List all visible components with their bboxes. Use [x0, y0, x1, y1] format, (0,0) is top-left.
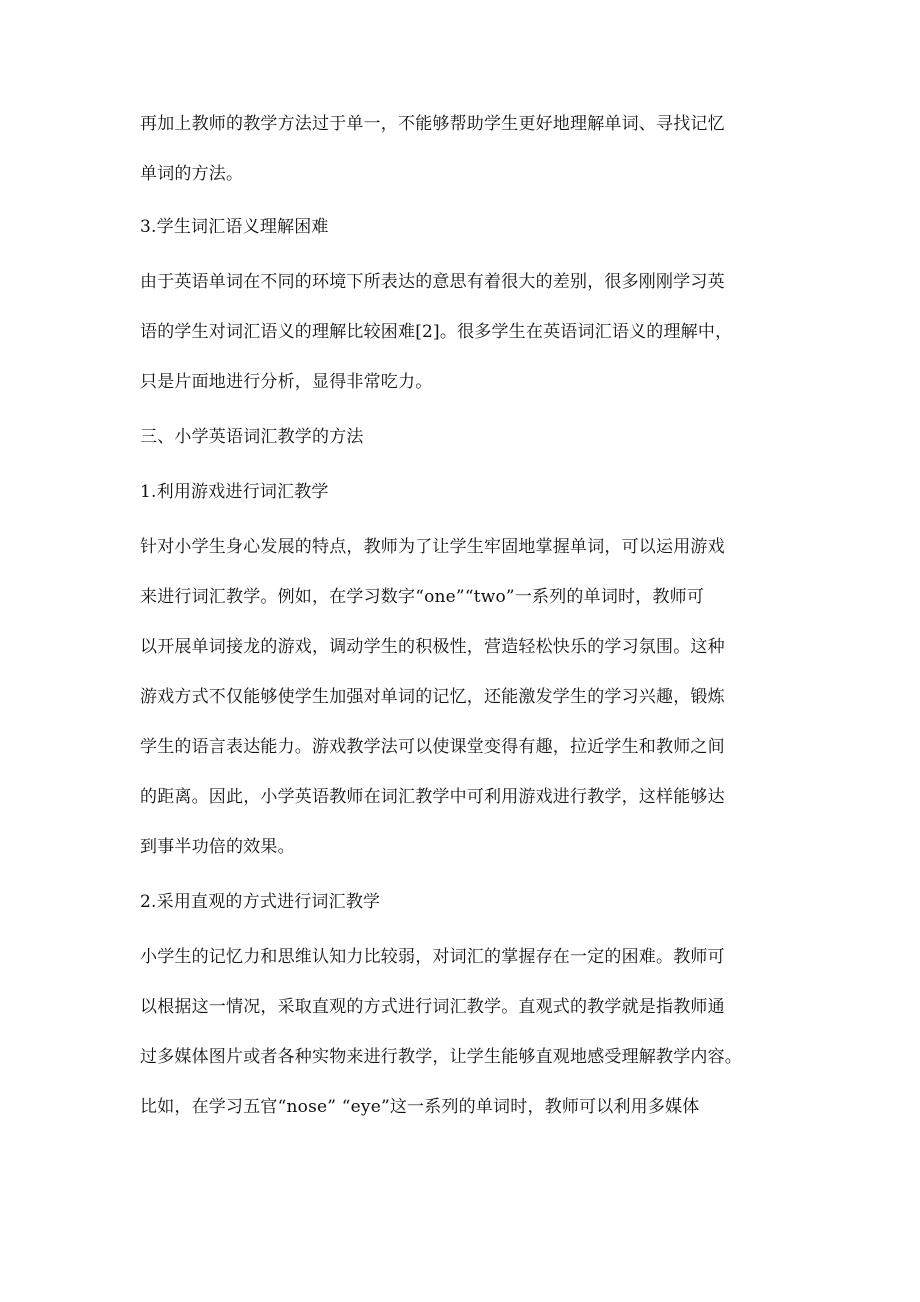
section-heading: 1.利用游戏进行词汇教学 [140, 482, 329, 502]
paragraph-line: 针对小学生身心发展的特点，教师为了让学生牢固地掌握单词，可以运用游戏 [140, 537, 725, 557]
paragraph-line: 过多媒体图片或者各种实物来进行教学，让学生能够直观地感受理解教学内容。 [140, 1047, 742, 1067]
paragraph-line: 学生的语言表达能力。游戏教学法可以使课堂变得有趣，拉近学生和教师之间 [140, 737, 725, 757]
paragraph-line: 由于英语单词在不同的环境下所表达的意思有着很大的差别，很多刚刚学习英 [140, 272, 725, 292]
paragraph-line: 以开展单词接龙的游戏，调动学生的积极性，营造轻松快乐的学习氛围。这种 [140, 637, 725, 657]
section-heading: 3.学生词汇语义理解困难 [140, 217, 329, 237]
paragraph-line: 小学生的记忆力和思维认知力比较弱，对词汇的掌握存在一定的困难。教师可 [140, 947, 725, 967]
paragraph-line: 只是片面地进行分析，显得非常吃力。 [140, 372, 433, 392]
paragraph-line: 以根据这一情况，采取直观的方式进行词汇教学。直观式的教学就是指教师通 [140, 997, 725, 1017]
section-heading: 2.采用直观的方式进行词汇教学 [140, 892, 381, 912]
chapter-heading: 三、小学英语词汇教学的方法 [140, 427, 364, 447]
paragraph-line: 游戏方式不仅能够使学生加强对单词的记忆，还能激发学生的学习兴趣，锻炼 [140, 687, 725, 707]
paragraph-line: 比如，在学习五官“nose” “eye”这一系列的单词时，教师可以利用多媒体 [140, 1097, 700, 1117]
paragraph-line: 再加上教师的教学方法过于单一，不能够帮助学生更好地理解单词、寻找记忆 [140, 114, 725, 134]
paragraph-line: 语的学生对词汇语义的理解比较困难[2]。很多学生在英语词汇语义的理解中， [140, 322, 733, 342]
paragraph-line: 到事半功倍的效果。 [140, 837, 295, 857]
paragraph-line: 来进行词汇教学。例如，在学习数字“one”“two”一系列的单词时，教师可 [140, 587, 705, 607]
paragraph-line: 单词的方法。 [140, 164, 244, 184]
paragraph-line: 的距离。因此，小学英语教师在词汇教学中可利用游戏进行教学，这样能够达 [140, 787, 725, 807]
